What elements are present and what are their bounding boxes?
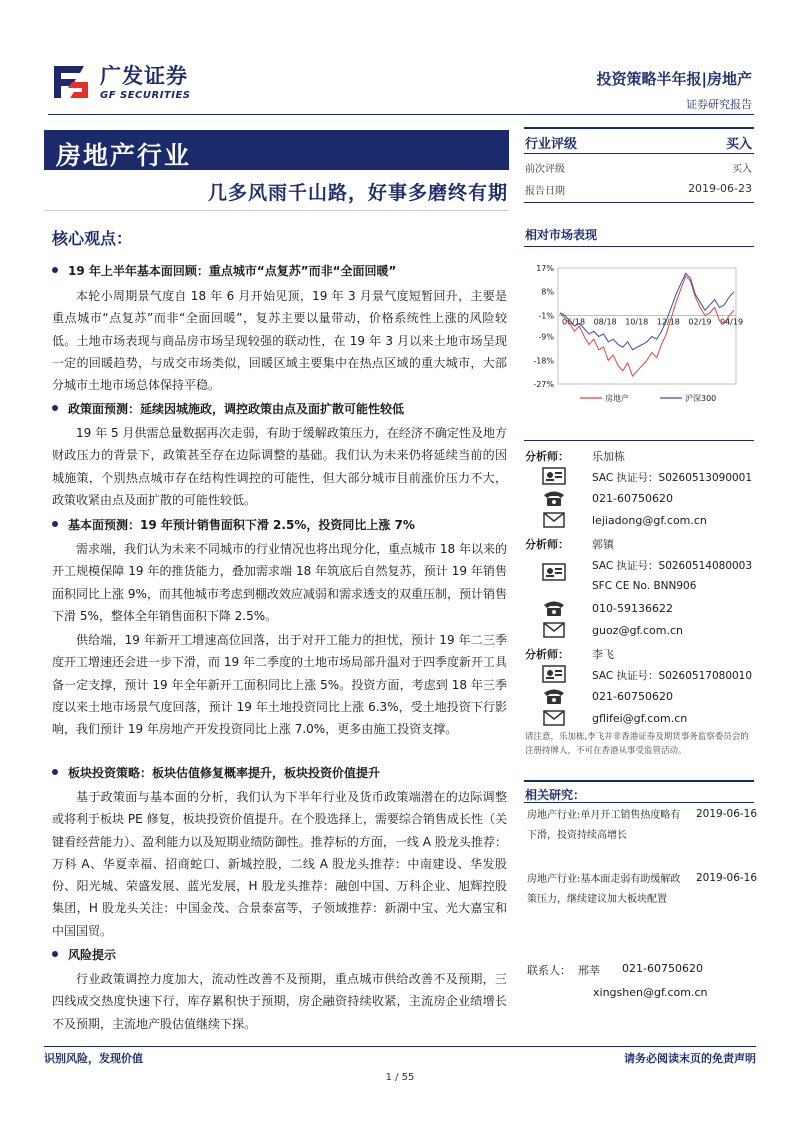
rating-label: 行业评级 xyxy=(525,137,578,152)
report-date-value: 2019-06-23 xyxy=(688,182,752,195)
section-heading: 19 年上半年基本面回顾：重点城市“点复苏”而非“全面回暖” xyxy=(52,262,396,279)
section-heading: 板块投资策略：板块估值修复概率提升，板块投资价值提升 xyxy=(52,764,380,781)
series-line-csi300 xyxy=(560,273,734,349)
section-paragraph: 行业政策调控力度加大，流动性改善不及预期，重点城市供给改善不及预期，三四线成交热度快速下行，库存累积快于预期，房企融资持续收紧，主流房企业绩增长不及预期，主流地产股估值继续下探。 xyxy=(52,972,507,1031)
y-tick-label: 17% xyxy=(536,264,554,273)
related-report-date: 2019-06-16 xyxy=(696,872,758,884)
page-number: 1 / 55 xyxy=(385,1072,415,1083)
analyst-disclaimer: 请注意，乐加栋,李飞并非香港证券及期货事务监察委员会的注册持牌人，不可在香港从事受监管活动。 xyxy=(525,732,749,756)
section-paragraph: 本轮小周期景气度自 18 年 6 月开始见顶，19 年 3 月景气度短暂回升，主要是重点城市“点复苏”而非“全面回暖”，复苏主要以量带动，价格系统性上涨的风险较低。土地市场表现与商品房市场呈现较强的联动性，在 19 年 3 月以来土地市场呈现一定的回暖趋势，与成交市场类似，回暖区域主要集中在热点区域的重大城市，大部分城市土地市场总体保持平稳。 xyxy=(52,289,507,393)
bullet-icon xyxy=(52,521,58,527)
header-divider xyxy=(48,114,754,115)
id-card-icon xyxy=(542,665,566,683)
analyst-cert: SAC 执证号：S0260514080003 xyxy=(592,560,753,572)
section-paragraph: 19 年 5 月供需总量数据再次走弱，有助于缓解政策压力，在经济不确定性及地方财政压力的背景下，政策甚至存在边际调整的基础。我们认为未来仍将延续当前的因城施策，个别热点城市存在结构性调控的可能性，但大部分城市目前涨价压力不大，政策收紧由点及面扩散的可能性较低。 xyxy=(52,426,507,507)
report-type: 投资策略半年报|房地产 xyxy=(596,70,752,88)
report-date-label: 报告日期 xyxy=(525,186,565,197)
y-tick-label: -1% xyxy=(538,311,554,321)
phone-icon xyxy=(542,599,566,617)
bullet-icon xyxy=(52,951,58,957)
analyst-label: 分析师： xyxy=(525,450,569,463)
rating-top-rule xyxy=(524,127,754,129)
section-paragraph: 需求端，我们认为未来不同城市的行业情况也将出现分化，重点城市 18 年以来的开工规模保障 19 年的推货能力，叠加需求端 18 年筑底后自然复苏，预计 19 年销售面积同比上涨 9%，而其他城市考虑到棚改效应减弱和需求透支的双重压制，预计销售下滑 5%，整体全年销售面积下降 2.5%。 xyxy=(52,542,507,623)
analyst-cert: SAC 执证号：S0260517080010 xyxy=(592,670,753,682)
analyst-name: 乐加栋 xyxy=(592,450,625,463)
analyst-name: 郭镇 xyxy=(592,538,614,551)
related-research-title: 相关研究： xyxy=(525,788,586,802)
company-logo xyxy=(48,58,218,108)
y-tick-label: -9% xyxy=(538,332,554,342)
report-subtitle: 几多风雨千山路，好事多磨终有期 xyxy=(207,182,508,204)
prev-rating-value: 买入 xyxy=(732,164,752,175)
contact-name: 邢莘 xyxy=(578,964,600,977)
industry-title: 房地产行业 xyxy=(56,141,192,170)
prev-rating-label: 前次评级 xyxy=(525,164,565,175)
section-heading: 基本面预测：19 年预计销售面积下滑 2.5%，投资同比上涨 7% xyxy=(52,516,415,533)
related-report-link[interactable]: 房地产行业:基本面走弱有助缓解政策压力，继续建议加大板块配置 xyxy=(527,874,681,905)
x-tick-label: 10/18 xyxy=(625,317,649,327)
email-icon xyxy=(542,621,566,639)
gf-logo-icon xyxy=(48,60,94,104)
analyst-ce-number: SFC CE No. BNN906 xyxy=(592,580,697,592)
email-icon xyxy=(542,511,566,529)
section-paragraph: 基于政策面与基本面的分析，我们认为下半年行业及货币政策端潜在的边际调整或将利于板块 PE 修复，板块投资价值提升。在个股选择上，需要综合销售成长性（关键看经营能力）、盈利能力以及短期业绩防御性。推荐标的方面，一线 A 股龙头推荐：万科 A、华夏幸福、招商蛇口、新城控股，二线 A 股龙头推荐：中南建设、华发股份、阳光城、荣盛发展、蓝光发展，H 股龙头推荐：融创中国、万科企业、旭辉控股集团，H 股龙头关注：中国金茂、合景泰富等，子领域推荐：新湖中宝、光大嘉宝和中国国贸。 xyxy=(52,790,507,938)
email-icon xyxy=(542,709,566,727)
analyst-email[interactable]: gflifei@gf.com.cn xyxy=(592,712,688,725)
footer-disclaimer-note: 请务必阅读末页的免责声明 xyxy=(624,1052,756,1065)
analyst-cert: SAC 执证号：S0260513090001 xyxy=(592,472,753,484)
analyst-phone[interactable]: 021-60750620 xyxy=(592,492,673,505)
x-tick-label: 08/18 xyxy=(593,317,617,327)
title-divider xyxy=(44,210,509,211)
bullet-icon xyxy=(52,405,58,411)
rating-bottom-rule xyxy=(524,202,754,203)
related-top-rule xyxy=(524,780,754,782)
related-report-link[interactable]: 房地产行业:单月开工销售热度略有下滑，投资持续高增长 xyxy=(527,810,681,841)
legend-label: 沪深300 xyxy=(685,394,717,403)
x-tick-label: 02/19 xyxy=(688,317,712,327)
bullet-icon xyxy=(52,267,58,273)
related-report-date: 2019-06-16 xyxy=(696,808,758,820)
rating-value: 买入 xyxy=(725,137,752,152)
relative-performance-chart xyxy=(520,258,756,410)
logo-text-en: GF SECURITIES xyxy=(100,90,191,101)
chart-title-rule xyxy=(524,246,754,247)
phone-icon xyxy=(542,687,566,705)
chart-title: 相对市场表现 xyxy=(525,228,598,242)
footer-divider xyxy=(44,1046,756,1047)
x-tick-label: 12/18 xyxy=(656,317,680,327)
rating-rule xyxy=(524,153,754,154)
analyst-label: 分析师： xyxy=(525,538,569,551)
analyst-phone[interactable]: 010-59136622 xyxy=(592,602,673,615)
bullet-icon xyxy=(52,769,58,775)
report-subtype: 证券研究报告 xyxy=(686,98,752,111)
y-tick-label: -18% xyxy=(533,356,554,366)
analyst-label: 分析师： xyxy=(525,648,569,661)
footer-slogan: 识别风险，发现价值 xyxy=(44,1052,143,1065)
y-tick-label: 8% xyxy=(541,287,554,297)
logo-text-cn: 广发证券 xyxy=(100,64,188,88)
analyst-email[interactable]: guoz@gf.com.cn xyxy=(592,624,684,637)
section-heading: 风险提示 xyxy=(52,946,116,963)
phone-icon xyxy=(542,489,566,507)
contact-phone[interactable]: 021-60750620 xyxy=(622,962,703,975)
legend-label: 房地产 xyxy=(605,394,629,403)
analyst-name: 李飞 xyxy=(592,648,614,661)
y-tick-label: -27% xyxy=(533,380,554,389)
analyst-top-rule xyxy=(524,440,754,441)
related-title-rule xyxy=(524,802,754,803)
core-views-heading: 核心观点： xyxy=(52,229,133,248)
contact-label: 联系人： xyxy=(527,964,571,977)
id-card-icon xyxy=(542,467,566,485)
x-tick-label: 04/19 xyxy=(720,317,744,327)
analyst-email[interactable]: lejiadong@gf.com.cn xyxy=(592,514,707,527)
x-tick-label: 06/18 xyxy=(562,317,586,327)
analyst-phone[interactable]: 021-60750620 xyxy=(592,690,673,703)
contact-email[interactable]: xingshen@gf.com.cn xyxy=(593,986,708,999)
id-card-icon xyxy=(542,563,566,581)
section-heading: 政策面预测：延续因城施政，调控政策由点及面扩散可能性较低 xyxy=(52,400,404,417)
section-paragraph: 供给端，19 年新开工增速高位回落，出于对开工能力的担忧，预计 19 年二三季度开工增速还会进一步下滑，而 19 年二季度的土地市场局部升温对于四季度新开工具备一定支撑，预计 19 年全年新开工面积同比上涨 5%。投资方面，考虑到 18 年三季度以来土地市场景气度回落，预计 19 年土地投资同比上涨 6.3%，受土地投资下行影响，我们预计 19 年房地产开发投资同比上涨 7.0%，更多由施工投资支撑。 xyxy=(52,633,507,737)
